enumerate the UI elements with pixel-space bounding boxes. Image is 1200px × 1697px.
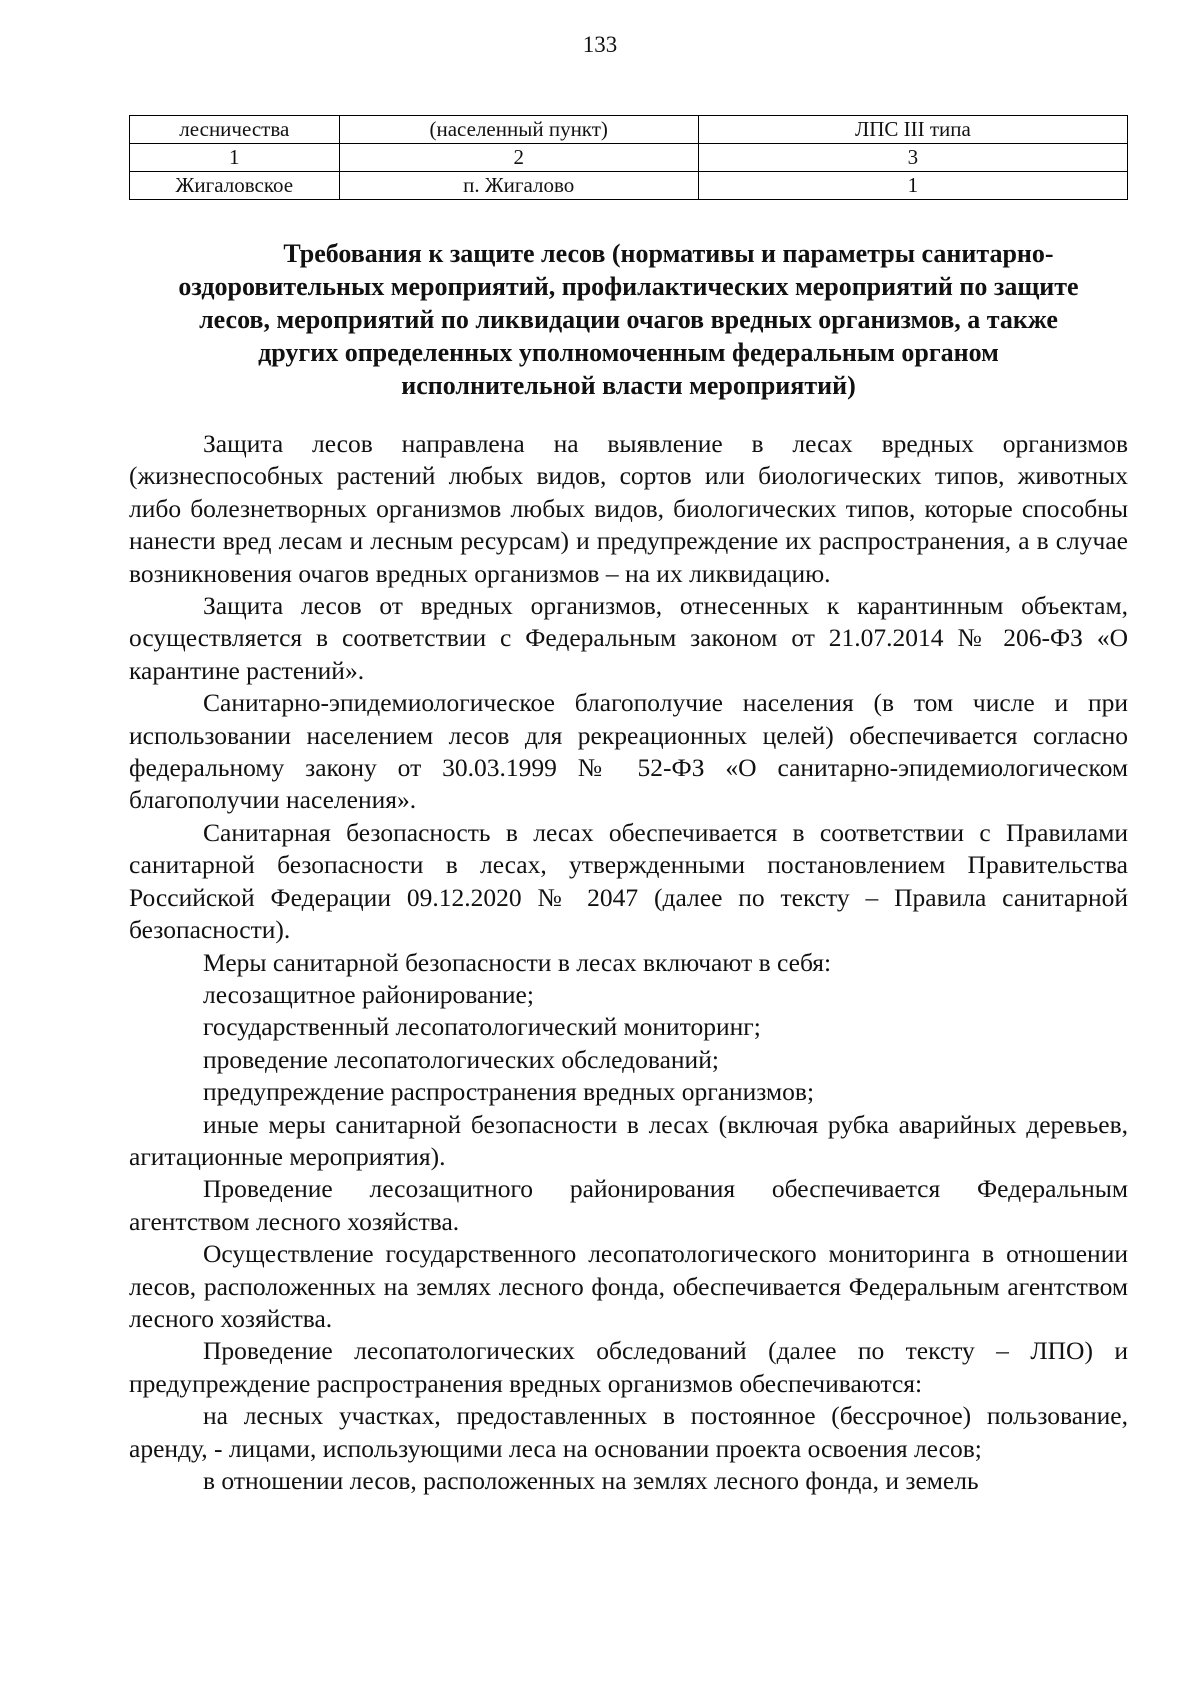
paragraph: Санитарная безопасность в лесах обеспечивается в соответствии с Правилами санитарной безопасности в лесах, утвержденными постановлением Правительства Российской Федерации 09.12.2020 № 2047 (далее по тексту – Правила санитарной безопасности). xyxy=(129,817,1128,945)
list-item: лесозащитное районирование; xyxy=(203,979,534,1009)
table-cell: 1 xyxy=(698,172,1127,200)
paragraph: Осуществление государственного лесопатологического мониторинга в отношении лесов, расположенных на землях лесного фонда, обеспечивается Федеральным агентством лесного хозяйства. xyxy=(129,1239,1128,1333)
table-cell: Жигаловское xyxy=(130,172,340,200)
section-title-line: Требования к защите лесов (нормативы и параметры санитарно- xyxy=(283,239,1054,268)
section-title-line: оздоровительных мероприятий, профилактических мероприятий по защите xyxy=(178,272,1079,301)
table-cell: п. Жигалово xyxy=(339,172,698,200)
forestry-table xyxy=(129,115,1128,200)
section-title xyxy=(129,237,1128,402)
section-title-line: других определенных уполномоченным федеральным органом xyxy=(258,338,999,367)
paragraph: Защита лесов от вредных организмов, отнесенных к карантинным объектам, осуществляется в соответствии с Федеральным законом от 21.07.2014 № 206-ФЗ «О карантине растений». xyxy=(129,591,1128,685)
paragraph: в отношении лесов, расположенных на землях лесного фонда, и земель xyxy=(203,1466,979,1495)
paragraph: Санитарно-эпидемиологическое благополучие населения (в том числе и при использовании населением лесов для рекреационных целей) обеспечивается согласно федеральному закону от 30.03.1999 № 52-ФЗ «О санитарно-эпидемиологическом благополучии населения». xyxy=(129,688,1128,815)
paragraph: на лесных участках, предоставленных в постоянное (бессрочное) пользование, аренду, - лицами, использующими леса на основании проекта освоения лесов; xyxy=(129,1401,1128,1463)
table-row xyxy=(130,144,1128,172)
table-cell: (населенный пункт) xyxy=(339,116,698,144)
list-item: иные меры санитарной безопасности в лесах (включая рубка аварийных деревьев, агитационные мероприятия). xyxy=(129,1109,1128,1171)
table-cell: 1 xyxy=(130,144,340,172)
page-number: 133 xyxy=(582,32,618,57)
table-row xyxy=(130,116,1128,144)
paragraph: Защита лесов направлена на выявление в лесах вредных организмов (жизнеспособных растений любых видов, сортов или биологических типов, животных либо болезнетворных организмов любых видов, биологических типов, которые способны нанести вред лесам и лесным ресурсам) и предупреждение их распространения, а в случае возникновения очагов вредных организмов – на их ликвидацию. xyxy=(129,429,1128,588)
list-item: государственный лесопатологический мониторинг; xyxy=(203,1012,761,1042)
table-cell: 2 xyxy=(339,144,698,172)
section-title-line: исполнительной власти мероприятий) xyxy=(401,371,856,400)
list-item: предупреждение распространения вредных организмов; xyxy=(203,1077,815,1107)
paragraph: Меры санитарной безопасности в лесах включают в себя: xyxy=(203,947,832,977)
table-cell: лесничества xyxy=(130,116,340,144)
paragraph: Проведение лесозащитного районирования обеспечивается Федеральным агентством лесного хозяйства. xyxy=(129,1174,1128,1236)
table-cell: ЛПС III типа xyxy=(698,116,1127,144)
list-item: проведение лесопатологических обследований; xyxy=(203,1044,719,1074)
table-cell: 3 xyxy=(698,144,1127,172)
body-text xyxy=(129,428,1128,1497)
paragraph: Проведение лесопатологических обследований (далее по тексту – ЛПО) и предупреждение распространения вредных организмов обеспечиваются: xyxy=(129,1336,1128,1398)
section-title-line: лесов, мероприятий по ликвидации очагов вредных организмов, а также xyxy=(199,305,1058,334)
table-row xyxy=(130,172,1128,200)
